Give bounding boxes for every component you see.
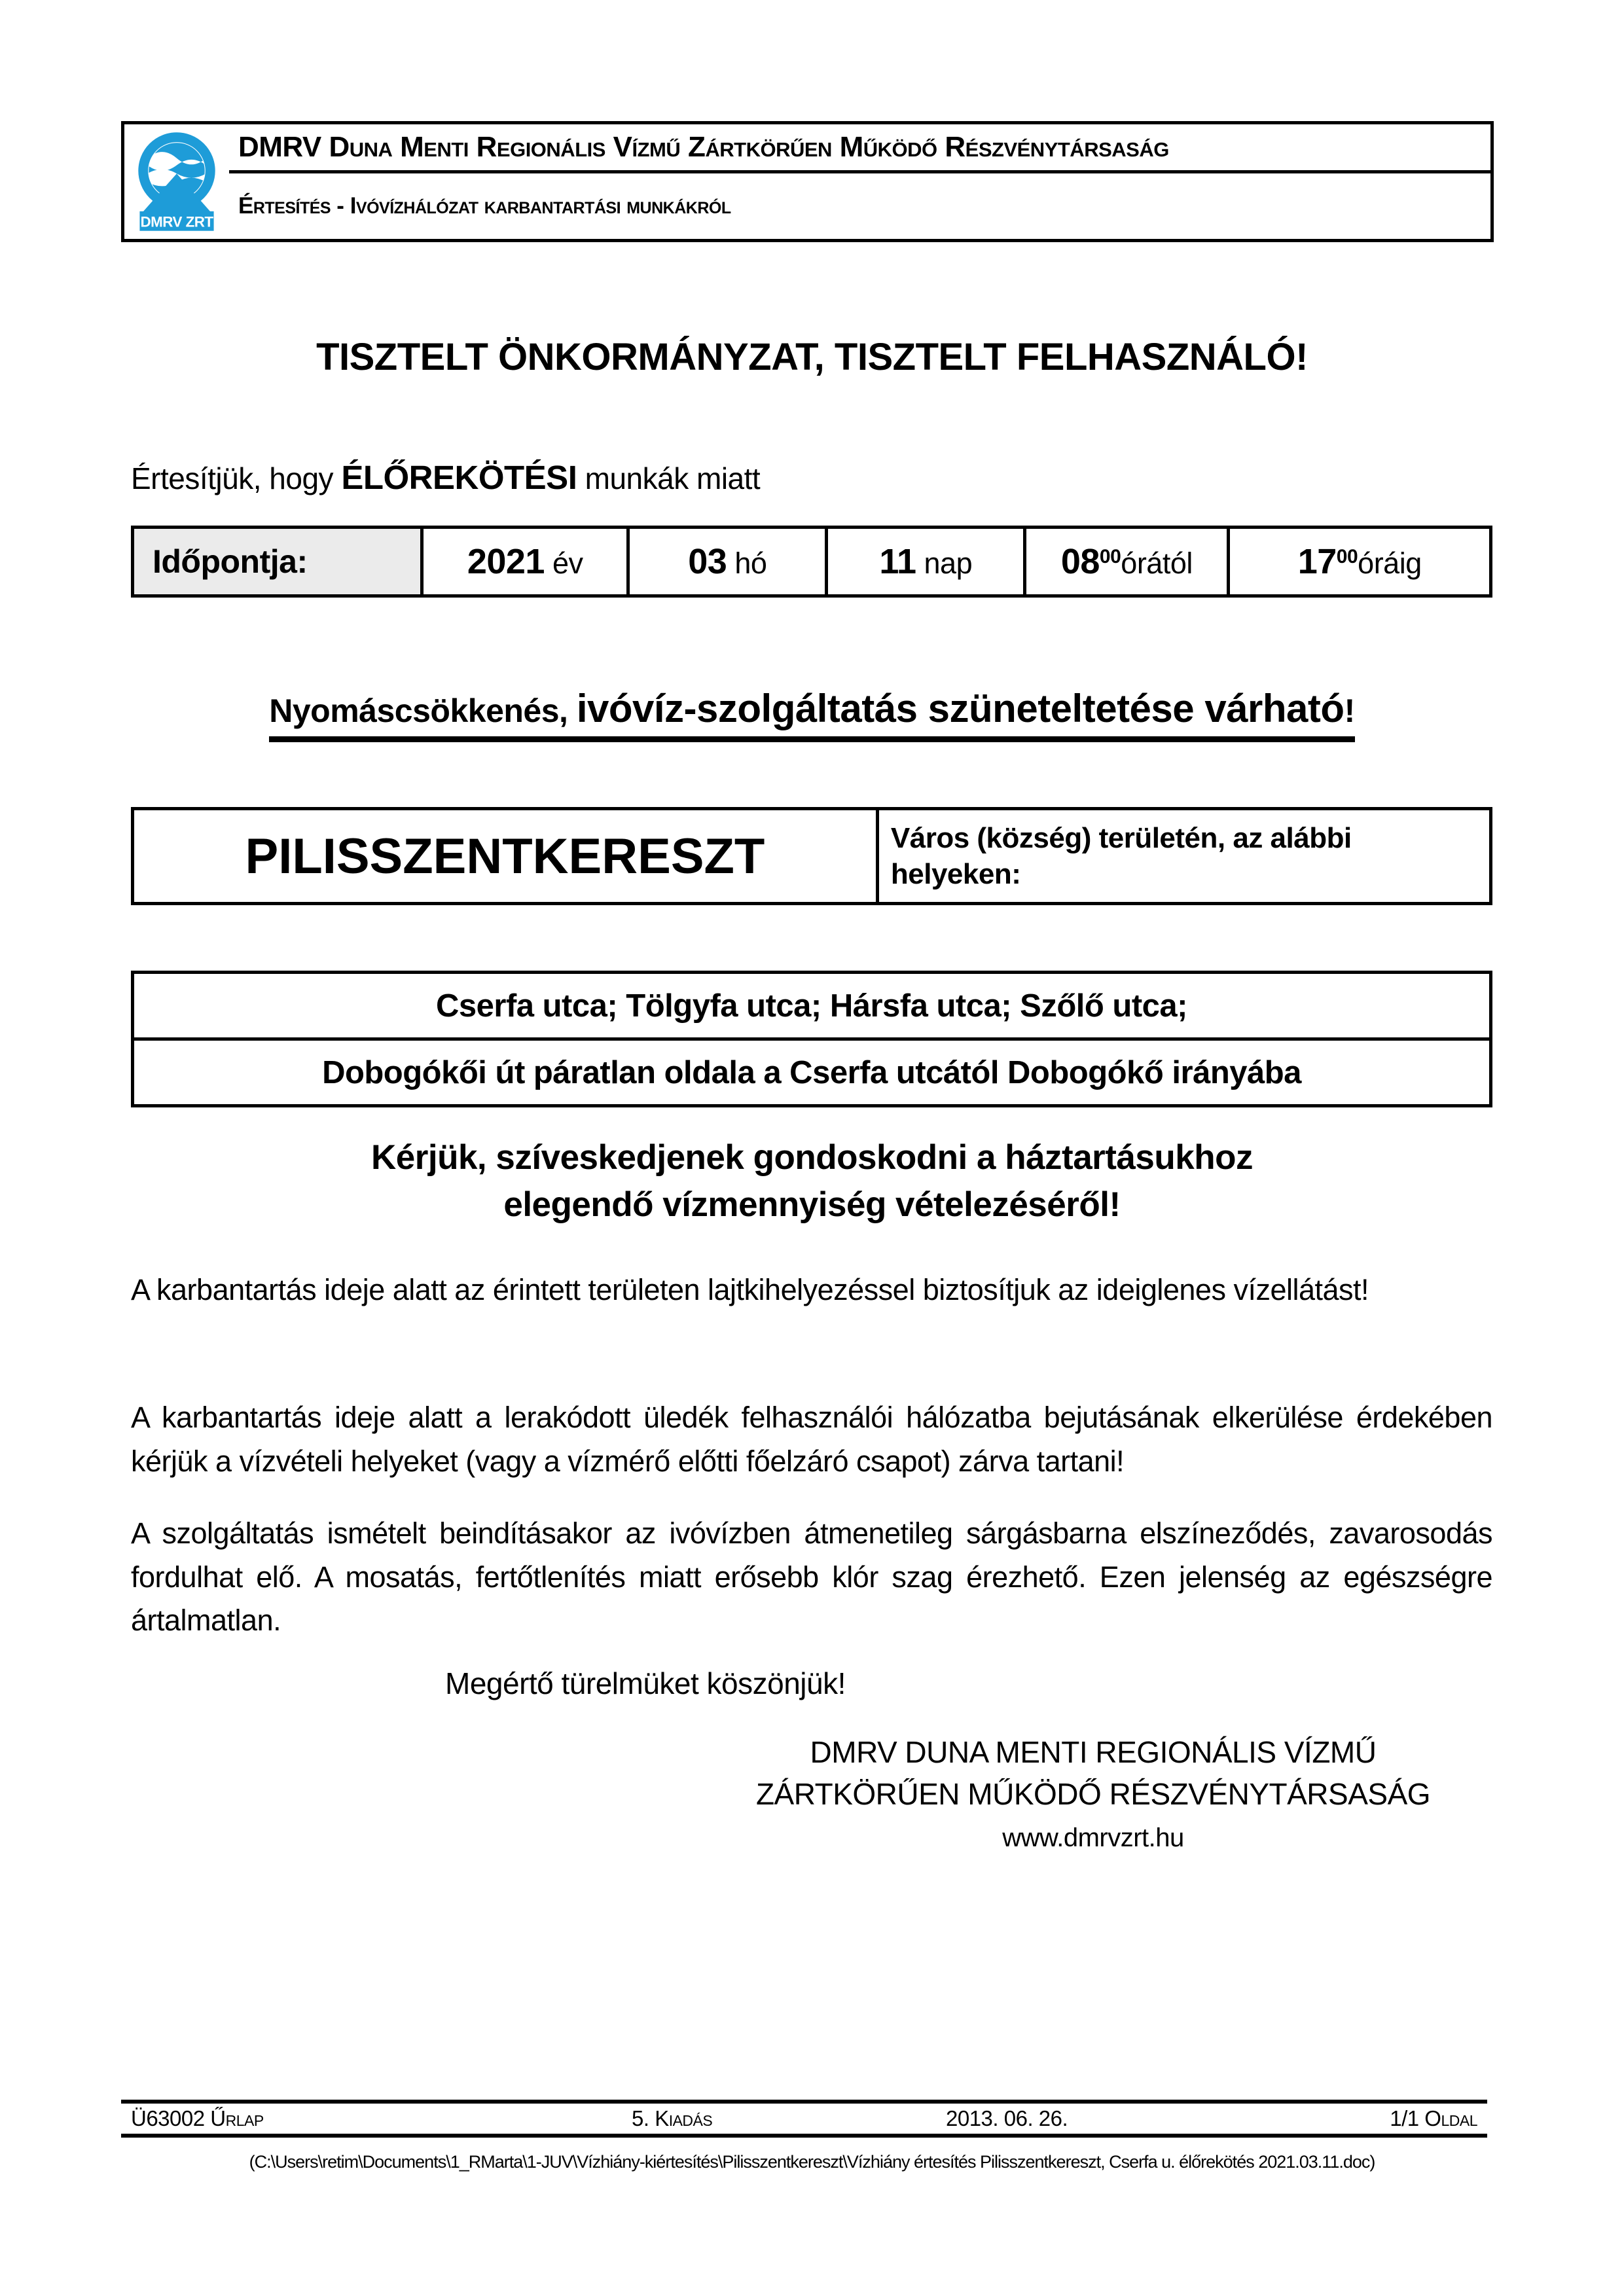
intro-prefix: Értesítjük, hogy [131,461,342,495]
warning-part1: Nyomáscsökkenés, [269,692,577,729]
company-name: DMRV Duna Menti Regionális Vízmű Zártkörűen Működő Részvénytársaság [238,131,1169,163]
intro-highlight: ÉLŐREKÖTÉSI [341,459,577,496]
signature-line1: DMRV DUNA MENTI REGIONÁLIS VÍZMŰ [810,1735,1377,1769]
header-text-area [229,124,1490,239]
water-storage-request [0,1134,1624,1228]
paragraph-keep-taps-closed: A karbantartás ideje alatt a lerakódott üledék felhasználói hálózatba bejutásának elkerülése érdekében kérjük a vízvételi helyeket (vagy a vízmérő előtti főelzáró csapot) zárva tartani! [131,1401,1492,1478]
footer-date: 2013. 06. 26. [946,2106,1068,2130]
schedule-to: $17^{00}óráig$ [1229,528,1491,596]
signature-block [707,1731,1479,1856]
schedule-month: 03 hó [628,528,827,596]
footer-edition: 5. Kiadás [632,2106,713,2130]
dmrv-logo-icon [137,130,217,234]
warning-part3: ! [1344,692,1355,729]
footer-page-number: 1/1 Oldal [1390,2106,1477,2130]
request-line2: elegendő vízmennyiség vételezéséről! [503,1185,1121,1224]
logo-text: DMRV ZRT [140,213,213,230]
company-website: www.dmrvzrt.hu [1002,1823,1184,1852]
schedule-year: 2021 év [422,528,628,596]
schedule-table [131,526,1492,598]
company-logo [124,124,229,239]
request-line1: Kérjük, szíveskedjenek gondoskodni a háztartásukhoz [370,1138,1253,1177]
footer-form-number: Ü63002 Űrlap [131,2106,264,2130]
paragraph-temporary-supply: A karbantartás ideje alatt az érintett területen lajtkihelyezéssel biztosítjuk az ideiglenes vízellátást! [131,1273,1369,1306]
intro-suffix: munkák miatt [577,461,761,495]
closing-thanks: Megértő türelmüket köszönjük! [445,1666,846,1700]
warning-line-wrap [0,686,1624,742]
streets-table [131,971,1492,1107]
paragraph-discoloration-notice: A szolgáltatás ismételt beindításakor az ivóvízben átmenetileg sárgásbarna elszíneződés, zavarosodás fordulhat elő. A mosatás, fertőtlenítés miatt erősebb klór szag érezhető. Ezen jelenség az egészségre ártalmatlan. [131,1516,1492,1638]
intro-line [131,458,760,497]
location-label: Város (község) területén, az alábbi helyeken: [877,809,1490,904]
schedule-from: $08^{00}órától$ [1025,528,1229,596]
city-name: PILISSZENTKERESZT [133,809,878,904]
header [121,121,1494,242]
signature-line2: ZÁRTKÖRŰEN MŰKÖDŐ RÉSZVÉNYTÁRSASÁG [755,1777,1431,1812]
footer-bar [121,2100,1487,2138]
warning-line [269,686,1354,742]
location-table [131,807,1492,905]
document-file-path: (C:\Users\retim\Documents\1_RMarta\1-JUV\Vízhiány-kiértesítés\Pilisszentkereszt\Vízhiány értesítés Pilisszentkereszt, Cserfa u. élőrekötés 2021.03.11.doc) [249,2152,1375,2172]
schedule-day: 11 nap [827,528,1025,596]
schedule-label: Időpontja: [133,528,422,596]
street-list-row: Cserfa utca; Tölgyfa utca; Hársfa utca; Szőlő utca; [133,973,1491,1039]
salutation-title: TISZTELT ÖNKORMÁNYZAT, TISZTELT FELHASZNÁLÓ! [316,336,1308,378]
warning-part2: ivóvíz-szolgáltatás szüneteltetése várható [576,687,1344,730]
notice-subtitle: Értesítés - Ivóvízhálózat karbantartási munkákról [238,193,731,219]
street-list-row: Dobogókői út páratlan oldala a Cserfa utcától Dobogókő irányába [133,1039,1491,1106]
